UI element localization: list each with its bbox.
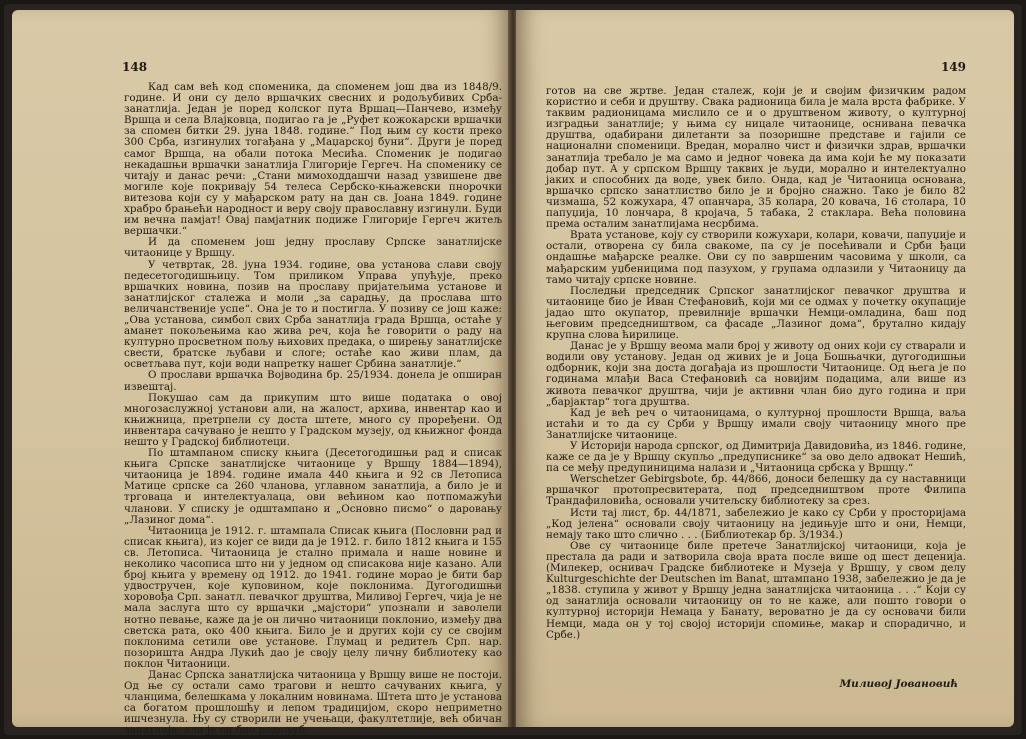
paragraph: У Историји народа српског, од Димитрија Давидовића, из 1846. године, каже се да је у Вршцу скупљо „предуписнике“ за ово дело адвокат Нешић, па се међу предупиницима налази и „Читаоница србска у Вршцу.“: [546, 440, 966, 475]
page-number: 148: [122, 60, 148, 74]
paragraph: Кад сам већ код споменика, да споменем још два из 1848/9. године. И они су дело вршачких свесних и родољубивих Срба-занатлија. Један је поред колског пута Вршац—Панчево, између Вршца и села Влајковца, подигао га је „Руфет кожокарски вршачки за спомен битки 29. јуна 1848. године.“ Под њим су кости преко 300 Срба, изгинулих тогађана у „Маџарској буни“. Други је поред самог Вршца, на обали потока Месића. Споменик је подигао некадашњи вршачки занатлија Глигорије Гергеч. На споменику се читају и данас речи: „Стани мимоходдашчи назад узвишене две могиле које покривају 54 телеса Сербско-књажевски пнорочки витезова који су у мађарском рату на дан св. Јоана 1849. године храбро брањећи народност и веру своју православну изгинули. Буди им вечна памјат! Овај памјатник подиже Глигорије Гергеч житељ вершачки.“: [124, 81, 502, 238]
author-signature: Миливој Јовановић: [839, 678, 958, 690]
paragraph: Данас Српска занатлијска читаоница у Вршцу више не постоји. Од ње су остали само трагови и нешто сачуваних књига, у чланцима, белешкама у локалним новинама. Штета што је установа са богатом прошлошћу и лепом традицијом, скоро неприметно ишчезнула. Њу су створили не учењаци, факултетлије, већ обичан занатлија, али је он био родољуб,: [124, 668, 502, 737]
paragraph: У четвртак, 28. јуна 1934. године, ова установа слави своју педесетогодишњицу. Том приликом Управа упућује, преко вршачких новина, позив на прославу пријатељима установе и занатлијског сталежа и моли „за сарадњу, да прослава што величанственије успе“. Она је то и постигла. У позиву се још каже: „Ова установа, симбол свих Срба занатлија града Вршца, остаће у аманет покољењима као жива реч, која ће говорити о раду на културно просветном пољу њихових предака, о ширењу занатлијске свести, братске љубави и слоге; остаће као живи плам, да осветљава пут, који води напретку нашег Србина занатлије.“: [124, 258, 502, 371]
paragraph: Werschetzer Gebirgsbote, бр. 44/866, доноси белешку да су наставници вршачког протопресвитерата, под председништвом проте Филипа Трандафиловића, основали учитељску библиотеку за срез.: [546, 473, 966, 508]
paragraph: Данас је у Вршцу веома мали број у животу од оних који су стварали и водили ову установу. Један од живих је и Јоца Бошњачки, дугогодишњи одборник, који зна доста догађаја из прошлости Читаонице. Од њега је по годинама млађи Васа Стефановић са новијим подацима, али више из живота певачког друштва, чији је активни члан био дуго година и при „барјактар“ тога друштва.: [546, 340, 966, 408]
right-page: [516, 10, 1014, 727]
book-spread: [4, 4, 1022, 735]
right-page-body: [546, 86, 966, 641]
paragraph: О прослави вршачка Војводина бр. 25/1934. донела је опширан извештај.: [124, 369, 502, 393]
paragraph: По штампаном списку књига (Десетогодишњи рад и списак књига Српске занатлијске читаонице у Вршцу 1884—1894), читаоница је 1894. године имала 440 књига и 92 св Летописа Матице српске са 260 чланова, углавном занатлија, а било је и трговаца и интелектуалаца, ови већином као потпомажући чланови. У списку је одштампано и „Основно писмо“ о даровању „Лазиног дома“.: [124, 447, 502, 526]
paragraph: Кад је већ реч о читаоницама, о културној прошлости Вршца, ваља истаћи и то да су Срби у Вршцу имали своју читаоницу много пре Занатлијске читаонице.: [546, 406, 966, 441]
page-number: 149: [940, 60, 966, 74]
paragraph: Ове су читаонице биле претече Занатлијској читаоници, која је престала да ради и затворила своја врата после више од шест деценија. (Милекер, оснивач Градске библиотеке и Музеја у Вршцу, у свом делу Kulturgeschichte der Deutschen im Banat, штампано 1938, забележио је да је „1838. ступила у живот у Вршцу једна занатлијска читаоница . . .“ Који су од занатлија основали читаоницу он то не каже, али пошто говори о културној историји Немаца у Банату, вероватно је да су основачи били Немци, мада он у тој својој историји спомиње, макар и спорадично, и Србе.): [546, 539, 966, 641]
paragraph: готов на све жртве. Један сталеж, који је и својим физичким радом користио и себи и друштву. Свака радионица била је мала врста фабрике. У таквим радионицама мислило се и о друштвеном животу, о културној изградњи занатлије; у њима су ницале читаонице, оснивана певачка друштва, одабирани дилетанти за позоришне представе и гајили се национални споменици. Вредан, морално чист и физички здрав, вршачки занатлија требало је ма само и једног човека да има који ће му показати добар пут. А у српском Вршцу таквих је људи, морално и интелектуално јаких и способних да воде, увек било. Онда, кад је Читаоница основана, вршачко српско занатлиство било је и бројно снажно. Тако је било 82 чизмаша, 52 кожухара, 47 опанчара, 35 колара, 20 ковача, 16 столара, 10 папуџија, 10 лончара, 8 кројача, 5 табака, 2 стаклара. Већа половина према осталим занатлијама несрбима.: [546, 85, 966, 231]
paragraph: Читаоница је 1912. г. штампала Списак књига (Пословни рад и списак књига), из којег се види да је 1912. г. било 1812 књига и 155 св. Летописа. Читаоница је стално примала и наше новине и неколико часописа што ни у једном од списакова није казано. Али број књига у времену од 1912. до 1941. године морао је бити бар удвостручен, које куповином, које поклонима. Дугогодишњи хоровођа Срп. занатл. певачког друштва, Миливој Гергеч, чија је не мала заслуга што су вршачки „мајстори“ упознали и заволели нотно певање, каже да је он лично читаоници поклонио, између два светска рата, око 400 књига. Било је и других који су се својим поклонима сетили ове установе. Глумац и редитељ Срп. нар. позоришта Андра Лукић дао је своју целу личну библиотеку као поклон Читаоници.: [124, 524, 502, 670]
paragraph: И да споменем још једну прославу Српске занатлијске читаонице у Вршцу.: [124, 236, 502, 260]
paragraph: Врата установе, коју су створили кожухари, колари, ковачи, папуџије и остали, отворена су била свакоме, па су је посећивали и Срби ђаци ондашње мађарске реалке. Ови су по завршеним часовима у школи, са мађарским уџбеницима под пазухом, у групама одлазили у Читаоницу да тамо читају српске новине.: [546, 229, 966, 286]
paragraph: Исти тај лист, бр. 44/1871, забележио је како су Срби у просторијама „Код јелена“ основали своју читаоницу на једињује што и они, Немци, немају тако што слично . . . (Библиотекар бр. 3/1934.): [546, 506, 966, 541]
left-page-body: [124, 82, 502, 737]
paragraph: Последњи председник Српског занатлијског певачког друштва и читаонице био је Иван Стефановић, који ми се одмах у почетку окупације јадао што окупатор, превилније вршачки Немци-омладина, баш под његовим председништвом, са фасаде „Лазиног дома“, брутално кидају крупна слова ћирилице.: [546, 284, 966, 342]
paragraph: Покушао сам да прикупим што више података о овој многозаслужној установи али, на жалост, архива, инвентар као и књижница, претрпели су доста штете, много су проређени. Од инвентара сачувано је нешто у Градском музеју, од књижног фонда нешто у Градској библиотеци.: [124, 391, 502, 448]
left-page: [12, 10, 510, 737]
